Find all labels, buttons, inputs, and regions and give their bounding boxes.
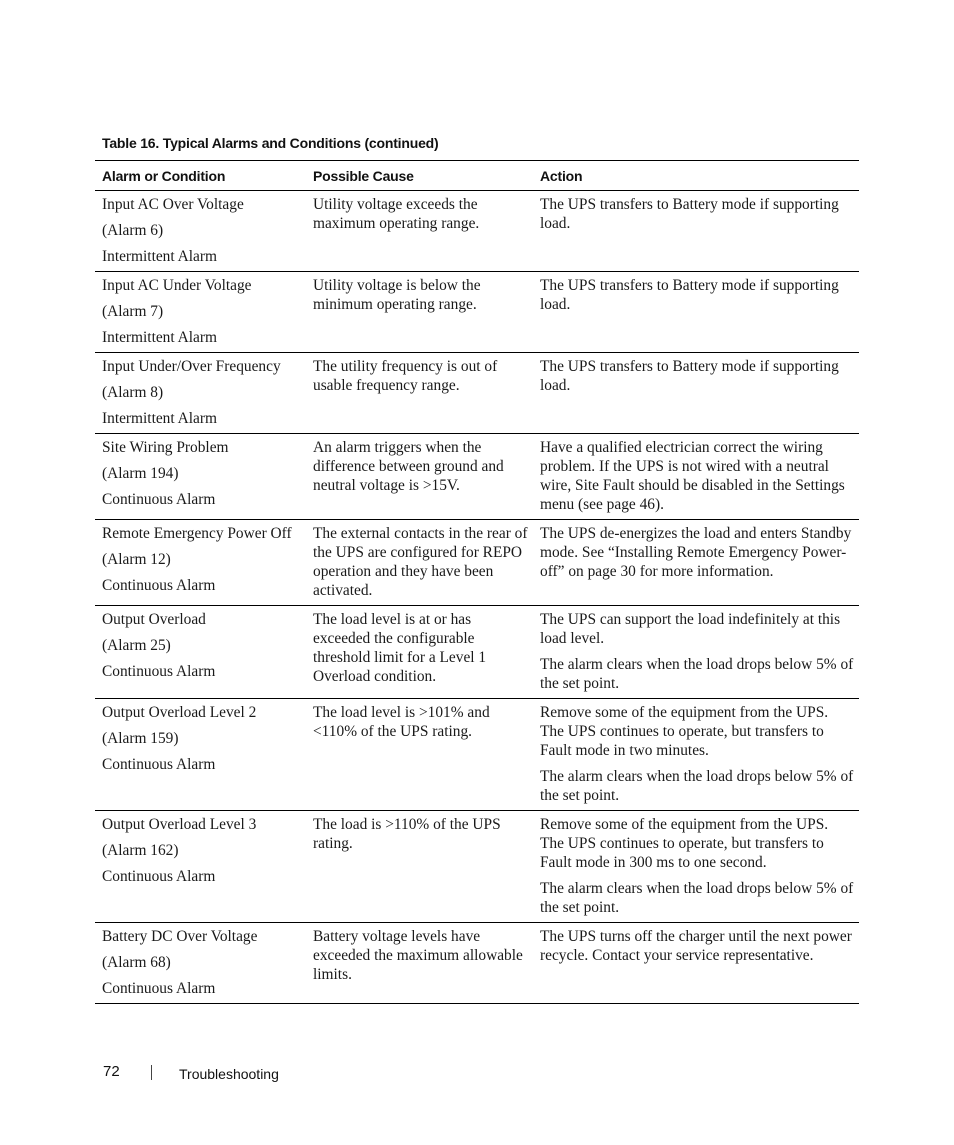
condition-name: Input Under/Over Frequency [102,358,281,375]
condition-cell [95,353,306,434]
table-row [95,353,859,434]
header-possible-cause: Possible Cause [306,161,533,191]
alarm-type: Intermittent Alarm [102,329,217,346]
action-cell [533,811,859,923]
cause-cell [306,699,533,811]
condition-name: Output Overload Level 2 [102,704,257,721]
alarm-type: Continuous Alarm [102,577,216,594]
condition-name: Output Overload Level 3 [102,816,257,833]
table-row [95,606,859,699]
cause-cell [306,520,533,606]
table-row [95,272,859,353]
alarm-type: Continuous Alarm [102,980,216,997]
action-text: The alarm clears when the load drops below 5% of the set point. [540,656,854,692]
cause-text: The utility frequency is out of usable frequency range. [313,358,498,394]
table-row [95,520,859,606]
action-cell [533,699,859,811]
alarm-code: (Alarm 25) [102,637,171,654]
alarm-type: Continuous Alarm [102,491,216,508]
table-row [95,191,859,272]
action-text: The UPS can support the load indefinitely at this load level. [540,611,841,647]
cause-cell [306,353,533,434]
condition-name: Site Wiring Problem [102,439,229,456]
action-cell [533,272,859,353]
alarm-type: Continuous Alarm [102,756,216,773]
condition-cell [95,191,306,272]
alarm-code: (Alarm 6) [102,222,164,239]
cause-text: An alarm triggers when the difference between ground and neutral voltage is >15V. [313,439,504,494]
condition-cell [95,520,306,606]
alarm-code: (Alarm 194) [102,465,179,482]
cause-cell [306,811,533,923]
table-row [95,923,859,1004]
condition-name: Remote Emergency Power Off [102,525,292,542]
cause-cell [306,434,533,520]
action-text: The UPS turns off the charger until the next power recycle. Contact your service representative. [540,928,852,964]
alarm-code: (Alarm 12) [102,551,171,568]
action-text: The alarm clears when the load drops below 5% of the set point. [540,768,854,804]
cause-text: Utility voltage is below the minimum operating range. [313,277,481,313]
action-cell [533,353,859,434]
cause-text: Battery voltage levels have exceeded the maximum allowable limits. [313,928,523,983]
action-cell [533,520,859,606]
action-text: The UPS transfers to Battery mode if supporting load. [540,277,839,313]
table-header-row [95,161,859,191]
action-cell [533,606,859,699]
alarm-type: Continuous Alarm [102,868,216,885]
action-cell [533,191,859,272]
alarm-type: Intermittent Alarm [102,410,217,427]
condition-name: Output Overload [102,611,206,628]
action-text: Remove some of the equipment from the UPS. The UPS continues to operate, but transfers to Fault mode in two minutes. [540,704,829,759]
action-text: The UPS transfers to Battery mode if supporting load. [540,358,839,394]
condition-name: Battery DC Over Voltage [102,928,258,945]
action-cell [533,434,859,520]
table-row [95,434,859,520]
footer-divider [151,1065,152,1080]
action-text: Have a qualified electrician correct the wiring problem. If the UPS is not wired with a neutral wire, Site Fault should be disabled in the Settings menu (see page 46). [540,439,845,513]
alarm-type: Continuous Alarm [102,663,216,680]
cause-text: The load level is at or has exceeded the configurable threshold limit for a Level 1 Overload condition. [313,611,487,685]
alarm-code: (Alarm 159) [102,730,179,747]
condition-cell [95,272,306,353]
action-cell [533,923,859,1004]
cause-text: The load is >110% of the UPS rating. [313,816,501,852]
alarms-table [95,160,859,1004]
action-text: The UPS de-energizes the load and enters Standby mode. See “Installing Remote Emergency Power-off” on page 30 for more information. [540,525,852,580]
alarm-code: (Alarm 7) [102,303,164,320]
action-text: Remove some of the equipment from the UPS. The UPS continues to operate, but transfers to Fault mode in 300 ms to one second. [540,816,829,871]
table-row [95,699,859,811]
table-row [95,811,859,923]
alarm-code: (Alarm 162) [102,842,179,859]
condition-cell [95,434,306,520]
cause-text: The external contacts in the rear of the UPS are configured for REPO operation and they have been activated. [313,525,528,599]
action-text: The alarm clears when the load drops below 5% of the set point. [540,880,854,916]
page-number: 72 [103,1063,120,1080]
footer-section-title: Troubleshooting [179,1066,279,1082]
cause-cell [306,272,533,353]
cause-cell [306,191,533,272]
condition-cell [95,923,306,1004]
alarm-code: (Alarm 8) [102,384,164,401]
cause-text: The load level is >101% and <110% of the UPS rating. [313,704,490,740]
alarm-type: Intermittent Alarm [102,248,217,265]
action-text: The UPS transfers to Battery mode if supporting load. [540,196,839,232]
condition-cell [95,811,306,923]
cause-text: Utility voltage exceeds the maximum operating range. [313,196,480,232]
cause-cell [306,923,533,1004]
alarm-code: (Alarm 68) [102,954,171,971]
table-caption: Table 16. Typical Alarms and Conditions (continued) [102,135,439,151]
condition-cell [95,606,306,699]
cause-cell [306,606,533,699]
condition-name: Input AC Under Voltage [102,277,252,294]
header-alarm-or-condition: Alarm or Condition [95,161,306,191]
condition-name: Input AC Over Voltage [102,196,244,213]
condition-cell [95,699,306,811]
header-action: Action [533,161,859,191]
